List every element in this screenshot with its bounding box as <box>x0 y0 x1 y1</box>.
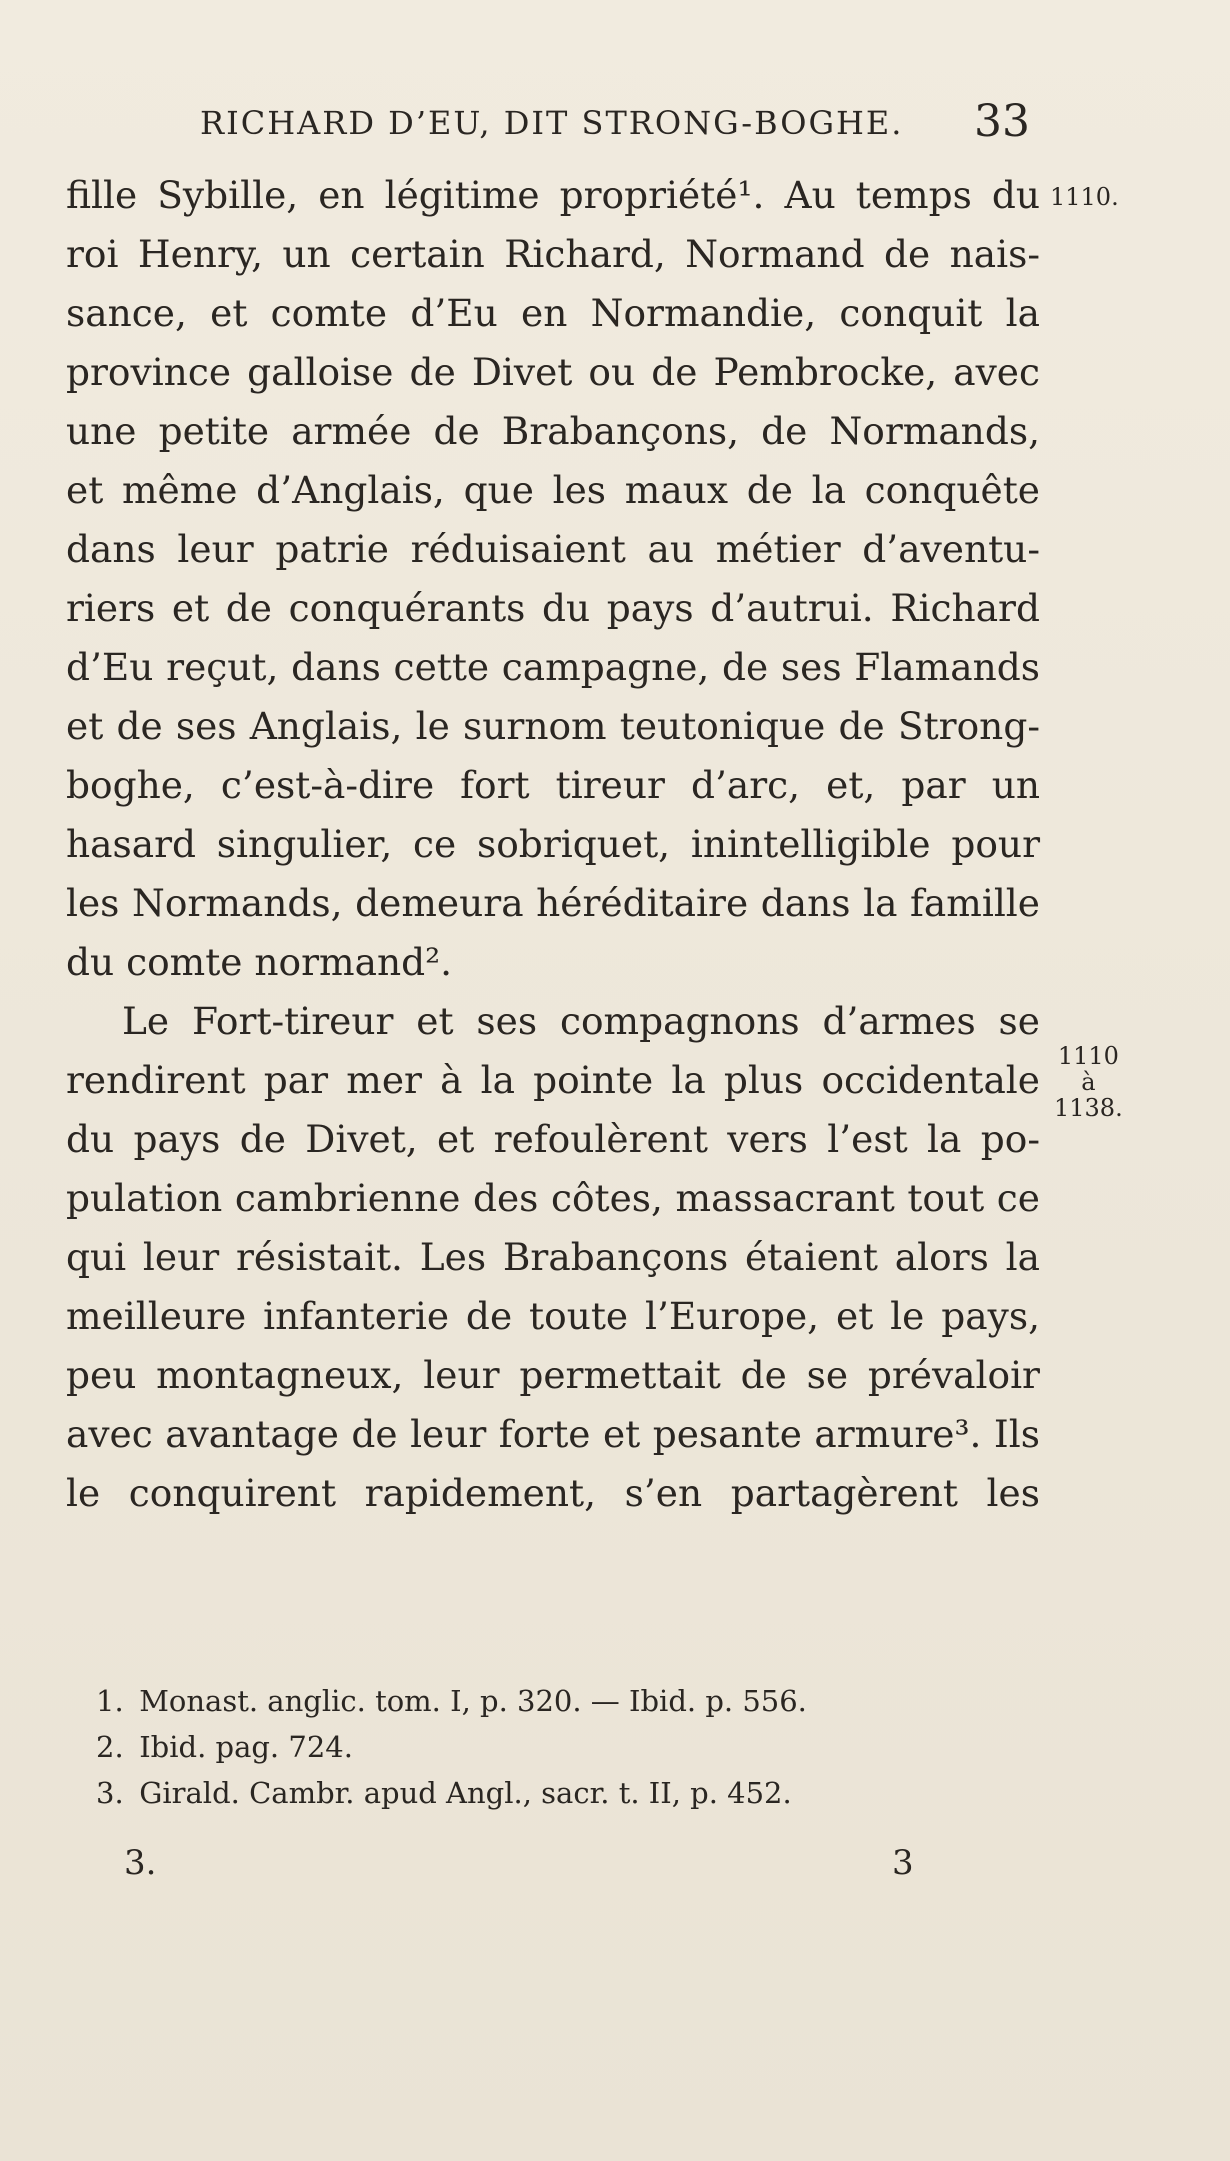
footnote <box>96 1724 1036 1770</box>
text-line: dans leur patrie réduisaient au métier d’aventu- <box>66 527 1040 571</box>
footnote-text: Girald. Cambr. apud Angl., sacr. t. II, p. 452. <box>139 1776 792 1810</box>
margin-date-1110 <box>1050 184 1119 210</box>
footnotes <box>96 1678 1036 1816</box>
footnote <box>96 1678 1036 1724</box>
running-head: RICHARD D’EU, DIT STRONG-BOGHE. <box>200 104 904 142</box>
body-text <box>66 166 1040 1523</box>
text-line: province galloise de Divet ou de Pembrocke, avec <box>66 350 1040 394</box>
footnote <box>96 1770 1036 1816</box>
footnote-number: 1. <box>96 1684 124 1718</box>
margin-date-text: 1110. <box>1050 183 1119 211</box>
text-line: d’Eu reçut, dans cette campagne, de ses Flamands <box>66 645 1040 689</box>
text-line: rendirent par mer à la pointe la plus occidentale <box>66 1058 1040 1102</box>
text-line: avec avantage de leur forte et pesante armure³. Ils <box>66 1412 1040 1456</box>
margin-date-range <box>1054 1043 1123 1121</box>
text-line: une petite armée de Brabançons, de Normands, <box>66 409 1040 453</box>
footnote-number: 2. <box>96 1730 124 1764</box>
page-number: 33 <box>974 96 1030 147</box>
text-line: boghe, c’est-à-dire fort tireur d’arc, et, par un <box>66 763 1040 807</box>
footnote-text: Ibid. pag. 724. <box>139 1730 353 1764</box>
sheet-number: 3 <box>892 1843 914 1883</box>
footnote-text: Monast. anglic. tom. I, p. 320. — Ibid. p. 556. <box>139 1684 807 1718</box>
margin-date-start: 1110 <box>1057 1042 1119 1070</box>
text-line: pulation cambrienne des côtes, massacrant tout ce <box>66 1176 1040 1220</box>
text-line: du comte normand². <box>66 940 453 984</box>
text-line: riers et de conquérants du pays d’autrui. Richard <box>66 586 1040 630</box>
text-line: meilleure infanterie de toute l’Europe, et le pays, <box>66 1294 1040 1338</box>
text-line: peu montagneux, leur permettait de se prévaloir <box>66 1353 1040 1397</box>
margin-date-end: 1138. <box>1054 1094 1123 1122</box>
text-line: roi Henry, un certain Richard, Normand de nais- <box>66 232 1040 276</box>
volume-signature: 3. <box>124 1843 157 1883</box>
text-line: fille Sybille, en légitime propriété¹. Au temps du <box>66 173 1040 217</box>
text-line: le conquirent rapidement, s’en partagèrent les <box>66 1471 1040 1515</box>
text-line: Le Fort-tireur et ses compagnons d’armes se <box>122 999 1040 1043</box>
margin-date-separator: à <box>1081 1068 1096 1096</box>
text-line: sance, et comte d’Eu en Normandie, conquit la <box>66 291 1040 335</box>
text-line: du pays de Divet, et refoulèrent vers l’est la po- <box>66 1117 1040 1161</box>
text-line: et de ses Anglais, le surnom teutonique de Strong- <box>66 704 1040 748</box>
text-line: hasard singulier, ce sobriquet, inintelligible pour <box>66 822 1040 866</box>
text-line: et même d’Anglais, que les maux de la conquête <box>66 468 1040 512</box>
text-line: qui leur résistait. Les Brabançons étaient alors la <box>66 1235 1040 1279</box>
page-header <box>200 96 1030 146</box>
footnote-number: 3. <box>96 1776 124 1810</box>
text-line: les Normands, demeura héréditaire dans la famille <box>66 881 1040 925</box>
